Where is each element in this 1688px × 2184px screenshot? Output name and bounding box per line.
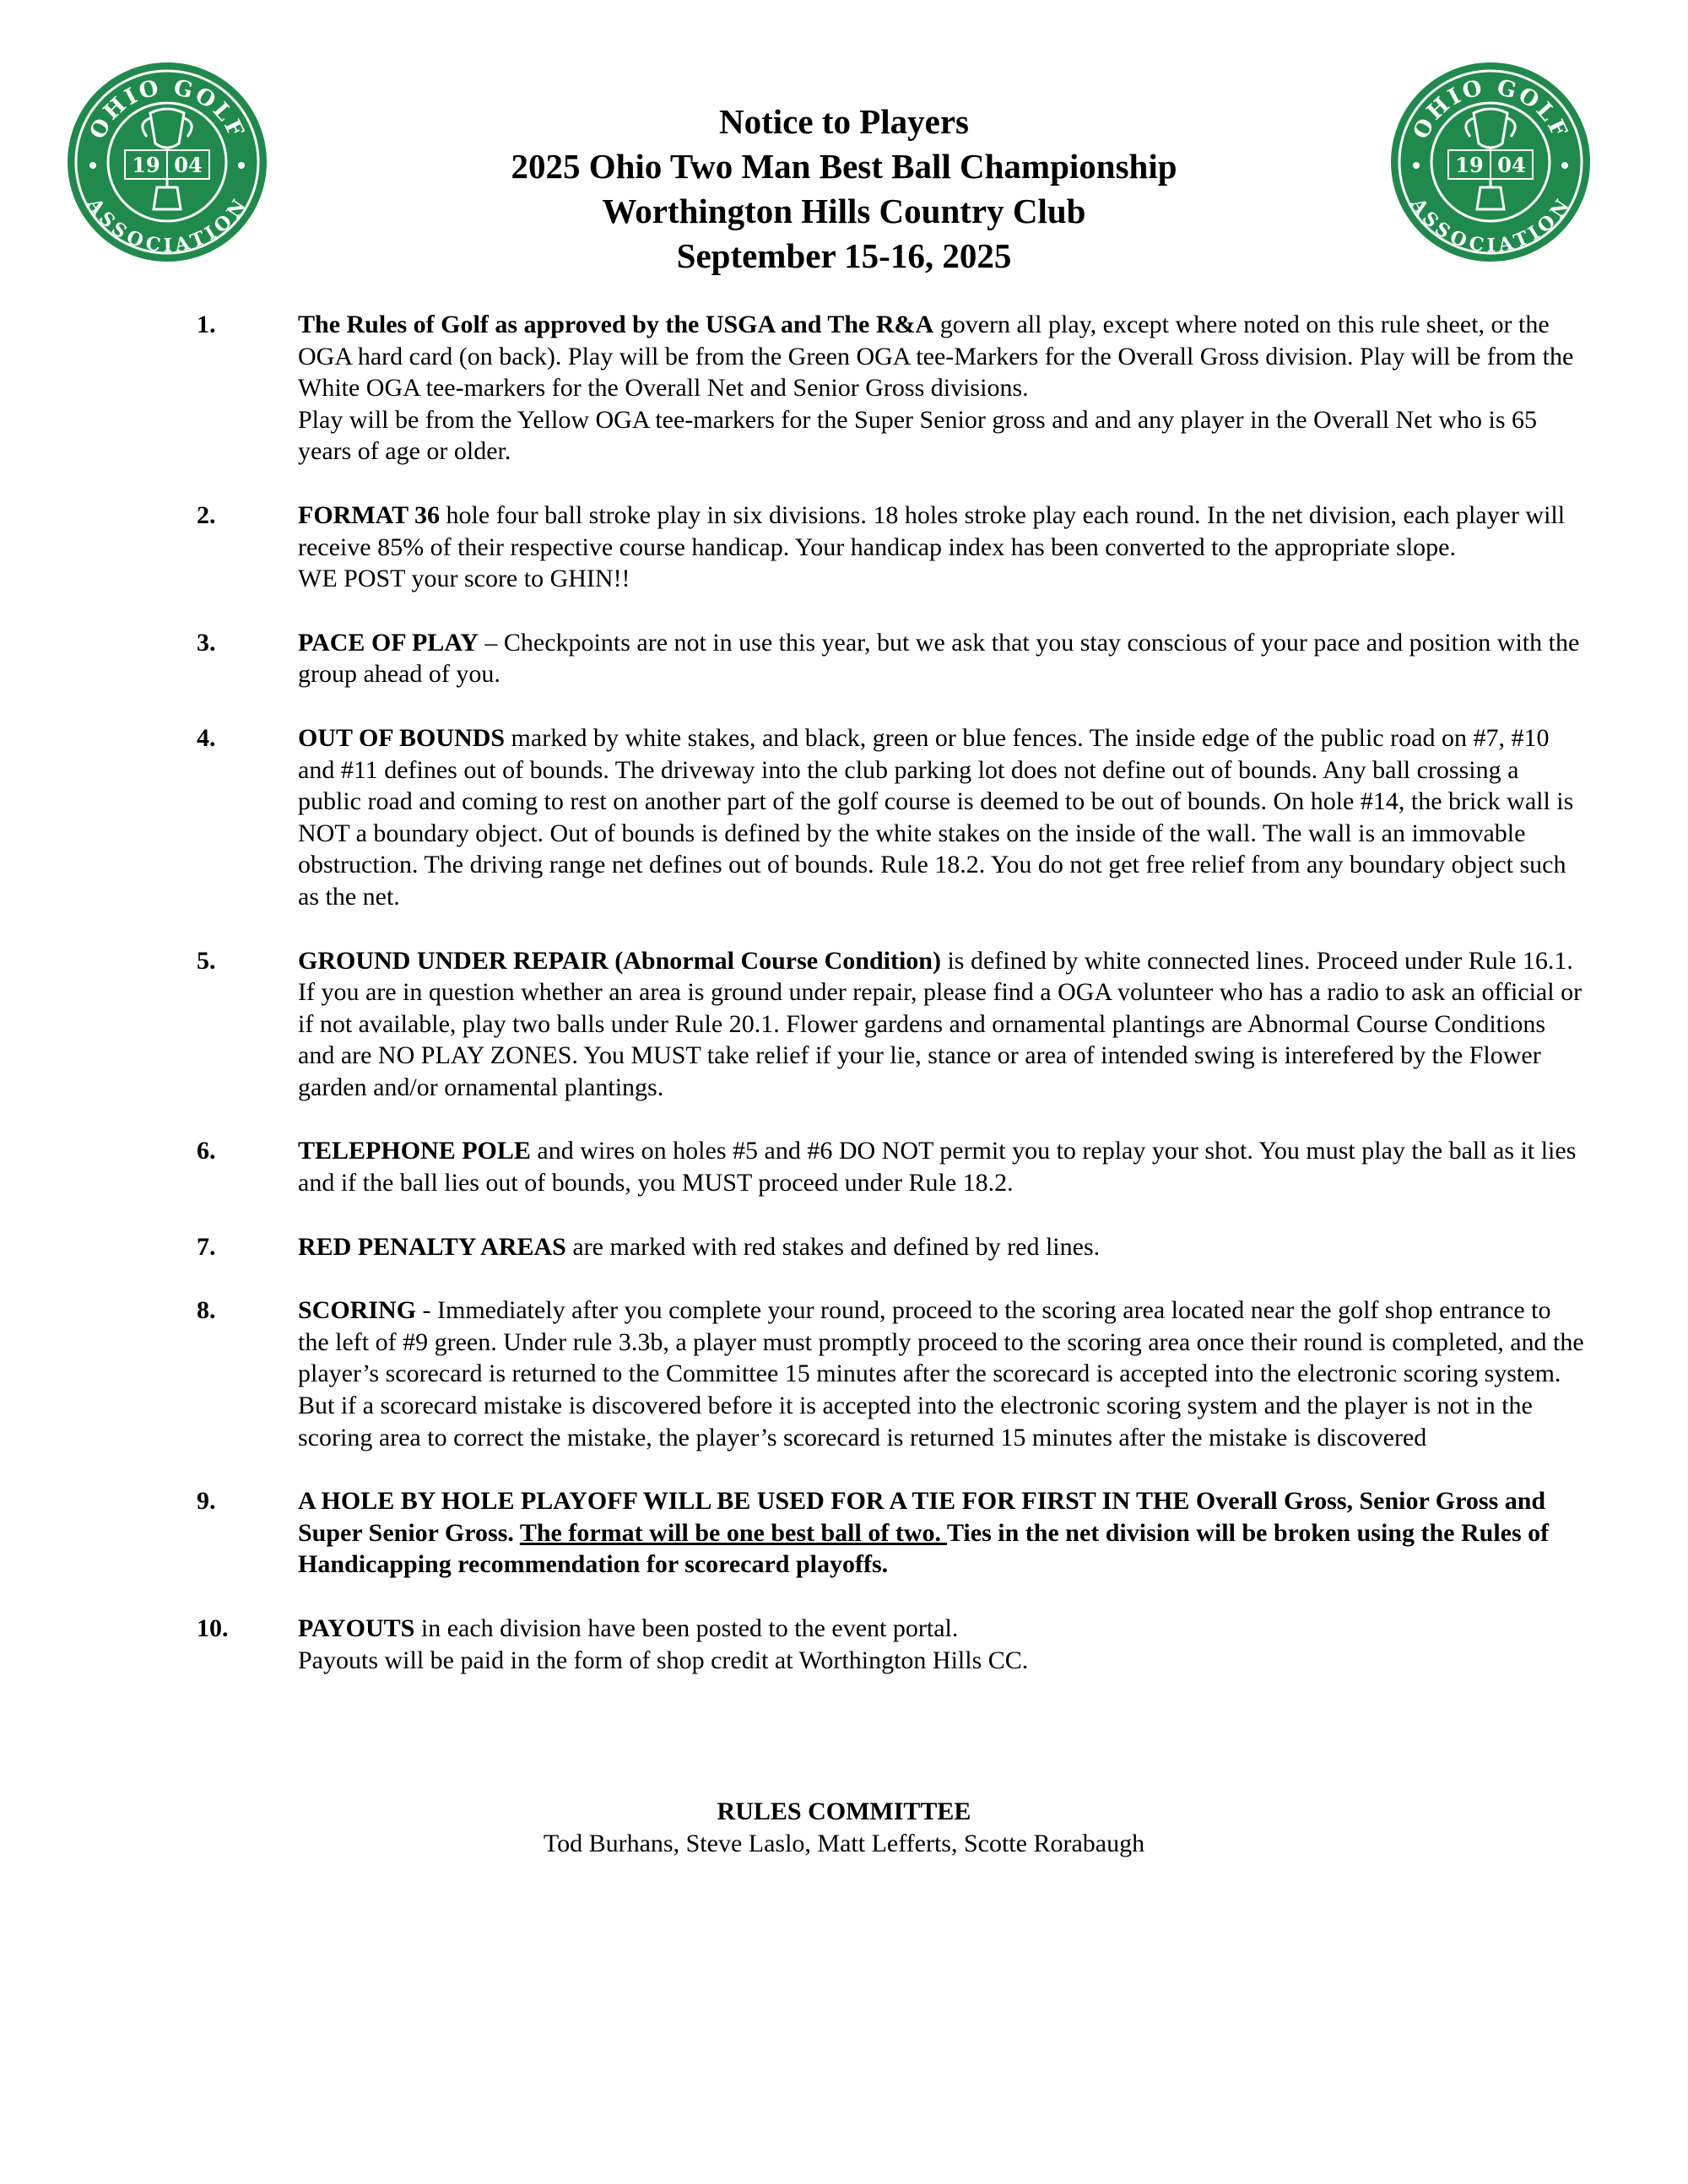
rule-lead: PAYOUTS xyxy=(298,1614,415,1642)
rule-item-3 xyxy=(197,627,1585,690)
rule-item-5 xyxy=(197,945,1585,1104)
rule-extra: Play will be from the Yellow OGA tee-markers for the Super Senior gross and and any player in the Overall Net who is 65 years of age or older. xyxy=(298,405,1538,466)
rule-text: marked by white stakes, and black, green or blue fences. The inside edge of the public road on #7, #10 and #11 defines out of bounds. The driveway into the club parking lot does not define out of bounds. Any ball crossing a public road and coming to rest on another part of the golf course is deemed to be out of bounds. On hole #14, the brick wall is NOT a boundary object. Out of bounds is defined by the white stakes on the inside of the wall. The wall is an immovable obstruction. The driving range net defines out of bounds. Rule 18.2. You do not get free relief from any boundary object such as the net. xyxy=(298,723,1574,911)
notice-header xyxy=(253,100,1435,278)
rule-text: in each division have been posted to the event portal. xyxy=(414,1614,959,1642)
rule-lead: SCORING xyxy=(298,1296,417,1325)
rule-number: 1. xyxy=(197,311,216,338)
rule-underline: The format will be one best ball of two. xyxy=(519,1518,947,1547)
rule-number: 9. xyxy=(197,1487,216,1516)
rule-item-6 xyxy=(197,1135,1585,1198)
rule-item-4 xyxy=(197,722,1585,913)
rule-number: 6. xyxy=(197,1137,216,1165)
logo-text-top: OHIO GOLF xyxy=(1408,74,1573,143)
rule-text: govern all play, except where noted on this rule sheet, or the OGA hard card (on back). Play will be from the Green OGA tee-Markers for the Overall Gross division. Play will be from the White OGA tee-markers for the Overall Net and Senior Gross divisions. xyxy=(298,311,1574,403)
rule-extra: Payouts will be paid in the form of shop credit at Worthington Hills CC. xyxy=(298,1646,1029,1674)
rule-extra: WE POST your score to GHIN!! xyxy=(298,565,630,593)
rule-item-1 xyxy=(197,309,1585,468)
rule-tail: Ties in the net division will be broken using the Rules of Handicapping recommendation for scorecard playoffs. xyxy=(298,1518,1550,1579)
logo-year-left: 19 xyxy=(1455,153,1484,177)
logo-year-right: 04 xyxy=(1497,153,1526,177)
rule-extra: But if a scorecard mistake is discovered before it is accepted into the electronic scoring system and the player is not in the scoring area to correct the mistake, the player’s scorecard is returned 15 minutes after the mistake is discovered xyxy=(298,1392,1533,1451)
rule-text: are marked with red stakes and defined by red lines. xyxy=(565,1232,1101,1261)
rule-number: 10. xyxy=(197,1614,229,1642)
header-dates: September 15-16, 2025 xyxy=(676,236,1012,275)
rule-lead: The Rules of Golf as approved by the USGA and The R&A xyxy=(298,311,934,338)
logo-year-left: 19 xyxy=(132,153,160,177)
rules-committee xyxy=(253,1796,1435,1860)
rule-text: hole four ball stroke play in six divisions. 18 holes stroke play each round. In the net division, each player will receive 85% of their respective course handicap. Your handicap index has been converted to the appropriate slope. xyxy=(298,500,1566,561)
logo-text-bottom: ASSOCIATION xyxy=(83,194,252,257)
rule-text: – Checkpoints are not in use this year, but we ask that you stay conscious of your pace and position with the group ahead of you. xyxy=(298,628,1580,689)
logo-year-right: 04 xyxy=(174,153,203,177)
rule-item-9 xyxy=(197,1485,1585,1581)
rule-item-7 xyxy=(197,1231,1585,1263)
rule-lead: GROUND UNDER REPAIR (Abnormal Course Condition) xyxy=(298,946,941,975)
oga-logo-left xyxy=(66,61,268,263)
rule-lead: PACE OF PLAY xyxy=(298,628,479,657)
rule-text: is defined by white connected lines. Proceed under Rule 16.1. If you are in question whether an area is ground under repair, please find a OGA volunteer who has a radio to ask an official or if not available, play two balls under Rule 20.1. Flower gardens and ornamental plantings are Abnormal Course Conditions and are NO PLAY ZONES. You MUST take relief if your lie, stance or area of intended swing is interefered by the Flower garden and/or ornamental plantings. xyxy=(298,946,1582,1101)
rule-number: 8. xyxy=(197,1296,216,1325)
header-event: 2025 Ohio Two Man Best Ball Championship xyxy=(511,147,1177,186)
rule-lead: OUT OF BOUNDS xyxy=(298,723,506,752)
rule-item-2 xyxy=(197,500,1585,595)
rule-lead: RED PENALTY AREAS xyxy=(298,1232,566,1261)
rule-number: 5. xyxy=(197,946,216,975)
committee-title: RULES COMMITTEE xyxy=(717,1797,971,1825)
committee-names: Tod Burhans, Steve Laslo, Matt Lefferts, Scotte Rorabaugh xyxy=(543,1830,1145,1857)
rule-lead: FORMAT 36 xyxy=(298,500,441,529)
rule-number: 3. xyxy=(197,628,216,657)
rule-lead: TELEPHONE POLE xyxy=(298,1137,531,1165)
rule-item-8 xyxy=(197,1295,1585,1453)
rule-text: - Immediately after you complete your round, proceed to the scoring area located near the golf shop entrance to the left of #9 green. Under rule 3.3b, a player must promptly proceed to the scoring area once their round is completed, and the player’s scorecard is returned to the Committee 15 minutes after the scorecard is accepted into the electronic scoring system. xyxy=(298,1296,1584,1388)
rule-number: 2. xyxy=(197,500,216,529)
rule-lead: A HOLE BY HOLE PLAYOFF WILL BE USED FOR A TIE FOR FIRST IN THE Overall Gross, Senior Gross and Super Senior Gross. xyxy=(298,1487,1546,1547)
logo-text-bottom: ASSOCIATION xyxy=(1406,194,1575,257)
rule-item-10 xyxy=(197,1613,1585,1676)
header-title: Notice to Players xyxy=(719,102,969,141)
header-venue: Worthington Hills Country Club xyxy=(602,192,1086,230)
logo-text-top: OHIO GOLF xyxy=(84,74,250,143)
rules-list xyxy=(197,309,1585,1708)
rule-number: 7. xyxy=(197,1232,216,1261)
rule-text: and wires on holes #5 and #6 DO NOT permit you to replay your shot. You must play the ball as it lies and if the ball lies out of bounds, you MUST proceed under Rule 18.2. xyxy=(298,1137,1577,1197)
rule-number: 4. xyxy=(197,723,216,752)
